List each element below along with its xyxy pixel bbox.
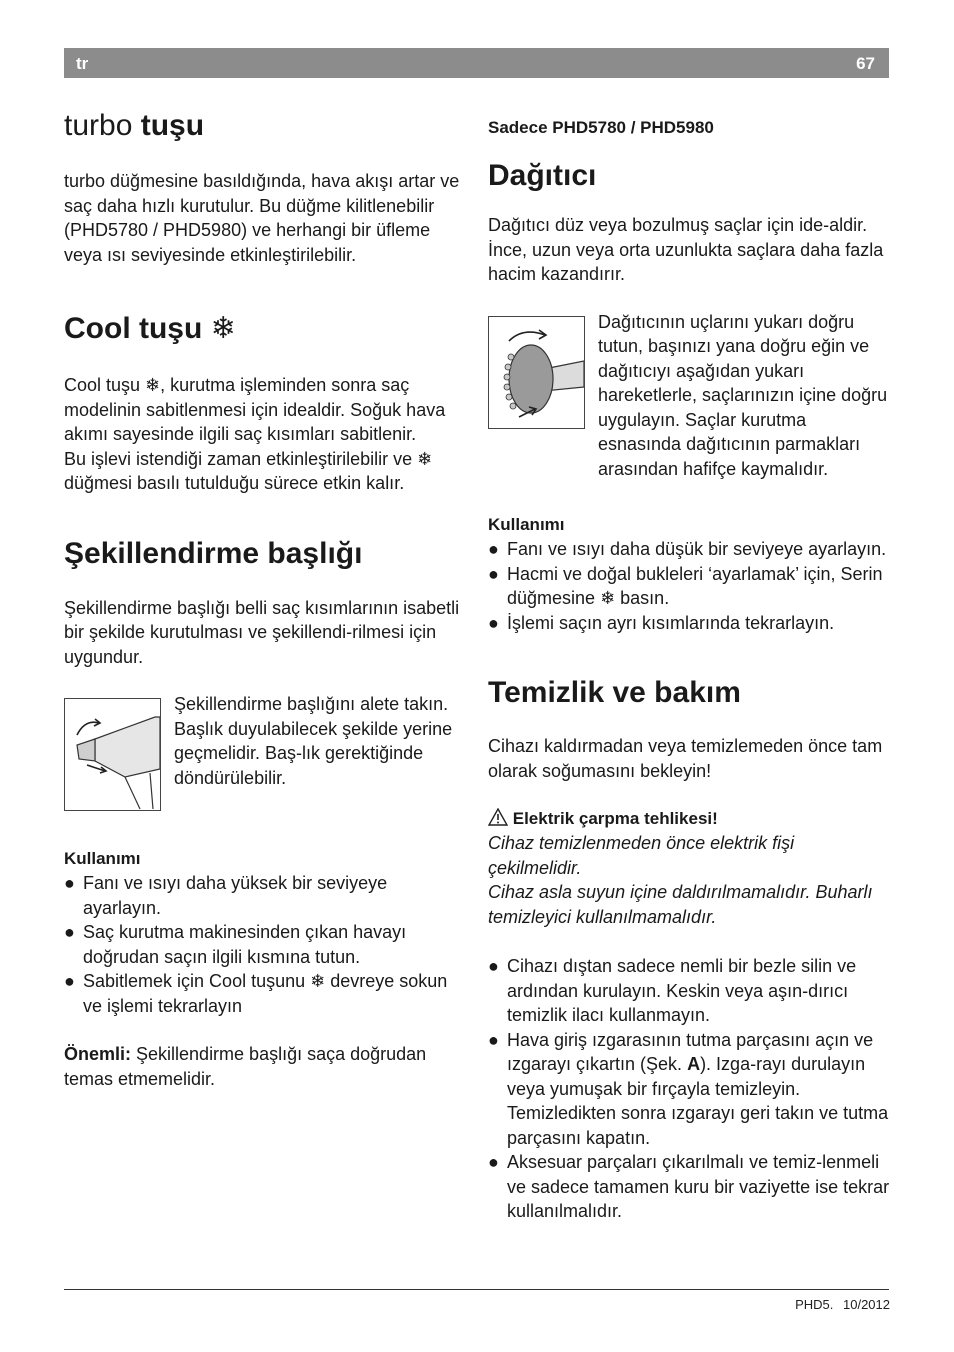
- list-item: ● İşlemi saçın ayrı kısımlarında tekrarlayın.: [488, 612, 835, 633]
- warning-title: [488, 807, 890, 831]
- shaping-intro: Şekillendirme başlığı belli saç kısımlarının isabetli bir şekilde kurutulması ve şekillendi-rilmesi için uygundur.: [64, 597, 460, 667]
- left-column: [64, 100, 464, 1091]
- snowflake-icon: ❄: [210, 312, 236, 345]
- important-note: [64, 1042, 464, 1091]
- list-item-text: Fanı ve ısıyı daha düşük bir seviyeye ayarlayın.: [507, 539, 887, 559]
- list-item-text: devreye sokun ve işlemi tekrarlayın: [83, 971, 448, 1016]
- cleaning-heading: Temizlik ve bakım: [488, 676, 741, 709]
- turbo-text: düğmesine basıldığında, hava akışı artar ve saç daha hızlı kurutulur. Bu düğme kilitlenebilir (PHD5780 / PHD5980) ve herhangi bir üfleme veya ısı seviyesinde etkinleştirilebilir.: [64, 171, 460, 265]
- list-item-text: Hacmi ve doğal bukleleri ‘ayarlamak’ için, Serin düğmesine: [507, 563, 883, 608]
- shaping-heading: Şekillendirme başlığı: [64, 536, 363, 570]
- turbo-heading-light: turbo: [64, 109, 133, 142]
- cleaning-list: [488, 954, 890, 1224]
- warning-triangle-icon: [488, 808, 508, 826]
- snowflake-icon: ❄: [600, 588, 616, 608]
- snowflake-icon: ❄: [417, 448, 433, 469]
- diffuser-heading: Dağıtıcı: [488, 159, 597, 192]
- turbo-word: turbo: [64, 171, 106, 191]
- snowflake-icon: ❄: [145, 375, 161, 395]
- list-item-text: Sabitlemek için Cool tuşunu: [83, 971, 311, 991]
- warning-line: Cihaz asla suyun içine daldırılmamalıdır. Buharlı temizleyici kullanılmamalıdır.: [488, 882, 873, 927]
- shaping-usage-title: Kullanımı: [64, 849, 141, 868]
- list-item: ● Hacmi ve doğal bukleleri ‘ayarlamak’ için, Serin düğmesine ❄ basın.: [488, 562, 890, 611]
- page-header: [64, 48, 889, 78]
- list-item: ● Hava giriş ızgarasının tutma parçasını açın ve ızgarayı çıkartın (Şek. A). Izga-rayı durulayın veya yumuşak bir fırçayla temizleyin. Temizledikten sonra ızgarayı geri takın ve tutma parçasını kapatın.: [488, 1029, 889, 1148]
- list-item: ● Cihazı dıştan sadece nemli bir bezle silin ve ardından kurulayın. Keskin veya aşın-dırıcı temizlik ilacı kullanmayın.: [488, 956, 857, 1025]
- footer-divider: [64, 1289, 889, 1290]
- warning-line: Cihaz temizlenmeden önce elektrik fişi çekilmelidir.: [488, 833, 795, 878]
- cool-text-c: Bu işlevi istendiği zaman etkinleştirilebilir ve: [64, 448, 418, 469]
- footer-model: PHD5.: [795, 1297, 834, 1312]
- language-code: tr: [76, 54, 89, 73]
- cool-body-1: [64, 373, 464, 447]
- list-item: ● Saç kurutma makinesinden çıkan havayı doğrudan saçın ilgili kısmına tutun.: [64, 922, 407, 967]
- list-item-text: Cihazı dıştan sadece nemli bir bezle silin ve ardından kurulayın. Keskin veya aşın-dırıcı temizlik ilacı kullanmayın.: [507, 956, 857, 1025]
- diffuser-figure-row: [488, 311, 890, 482]
- list-item: ● Sabitlemek için Cool tuşunu ❄ devreye sokun ve işlemi tekrarlayın: [64, 971, 448, 1016]
- list-item-text: basın.: [615, 588, 670, 608]
- snowflake-icon: ❄: [310, 971, 326, 991]
- cool-text-a: Cool tuşu: [64, 375, 146, 395]
- cool-text-b: , kurutma işleminden sonra saç modelinin sabitlenmesi için idealdir. Soğuk hava akımı sayesinde ilgili saç kısımları sabitlenir.: [64, 375, 446, 444]
- list-item-text: Aksesuar parçaları çıkarılmalı ve temiz-lenmeli ve sadece tamamen kuru bir vaziyette ise tekrar kullanılmalıdır.: [507, 1152, 890, 1221]
- shaping-usage-list: [64, 871, 464, 1018]
- cool-heading: [64, 311, 464, 347]
- list-item-text: Fanı ve ısıyı daha yüksek bir seviyeye ayarlayın.: [83, 873, 388, 918]
- footer-date: 10/2012: [843, 1297, 890, 1312]
- turbo-heading-bold: tuşu: [140, 109, 205, 142]
- list-item-text: ). Izga-rayı durulayın veya yumuşak bir fırçayla temizleyin. Temizledikten sonra ızgarayı geri takın ve tutma parçasını kapatın.: [507, 1054, 889, 1148]
- right-column: [488, 100, 890, 1224]
- diffuser-figure-text: Dağıtıcının uçlarını yukarı doğru tutun, başınızı yana doğru eğin ve dağıtıcıyı aşağıdan yukarı hareketlerle, saçlarınızın içine doğru uygulayın. Saçlar kurutma esnasında dağıtıcının parmakları arasından hafifçe kaymalıdır.: [598, 311, 888, 479]
- list-item-text: İşlemi saçın ayrı kısımlarında tekrarlayın.: [507, 612, 835, 633]
- list-item-text: Saç kurutma makinesinden çıkan havayı doğrudan saçın ilgili kısmına tutun.: [83, 922, 407, 967]
- cool-heading-text: Cool tuşu: [64, 312, 203, 345]
- cool-body-2: [64, 447, 464, 496]
- list-item: ● Fanı ve ısıyı daha düşük bir seviyeye ayarlayın.: [488, 539, 887, 559]
- warning-title-text: Elektrik çarpma tehlikesi!: [512, 809, 718, 828]
- diffuser-icon: [489, 317, 584, 428]
- list-item-text: Hava giriş ızgarasının tutma parçasını açın ve ızgarayı çıkartın (Şek.: [507, 1029, 874, 1074]
- diffuser-figure: [488, 316, 585, 429]
- important-text: Şekillendirme başlığı saça doğrudan temas etmemelidir.: [64, 1044, 427, 1089]
- important-label: Önemli:: [64, 1044, 132, 1064]
- models-note: Sadece PHD5780 / PHD5980: [488, 118, 714, 137]
- diffuser-usage-title: Kullanımı: [488, 515, 565, 534]
- cleaning-intro: Cihazı kaldırmadan veya temizlemeden önce tam olarak soğumasını bekleyin!: [488, 736, 883, 781]
- diffuser-usage-list: [488, 537, 890, 635]
- figure-reference: A: [687, 1054, 701, 1074]
- shaping-figure-text: Şekillendirme başlığını alete takın. Başlık duyulabilecek şekilde yerine geçmelidir. Baş-lık gerektiğinde döndürülebilir.: [174, 694, 453, 788]
- list-item: ● Fanı ve ısıyı daha yüksek bir seviyeye ayarlayın.: [64, 873, 388, 918]
- shaping-nozzle-figure: [64, 698, 161, 811]
- turbo-body: [64, 169, 464, 267]
- diffuser-intro: Dağıtıcı düz veya bozulmuş saçlar için ide-aldir. İnce, uzun veya orta uzunlukta saçlara daha fazla hacim kazandırır.: [488, 215, 884, 284]
- turbo-heading: [64, 108, 464, 144]
- cool-text-d: düğmesi basılı tutulduğu sürece etkin kalır.: [64, 473, 405, 493]
- list-item: ● Aksesuar parçaları çıkarılmalı ve temiz-lenmeli ve sadece tamamen kuru bir vaziyette ise tekrar kullanılmalıdır.: [488, 1152, 890, 1221]
- shaping-figure-row: [64, 694, 464, 811]
- page-footer: [789, 1297, 890, 1312]
- page-number: 67: [856, 54, 875, 73]
- hairdryer-nozzle-icon: [65, 699, 160, 810]
